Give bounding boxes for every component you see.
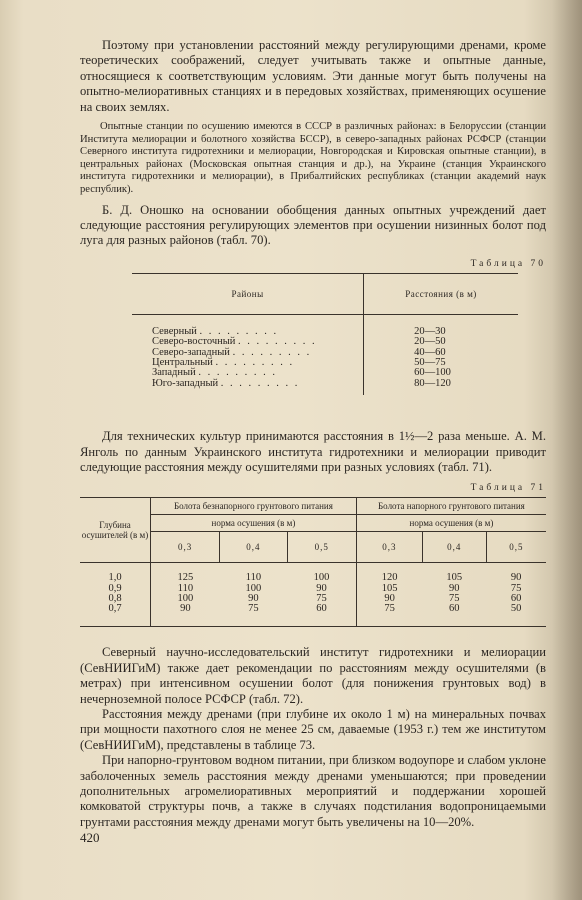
page-edge-shadow [552,0,582,900]
distance-value: 90 [151,604,220,627]
distance-value: 100 [313,572,330,584]
distance-value: 90 [248,592,259,604]
norm-value: 0,4 [422,532,486,563]
distance-value: 60 [287,604,356,627]
table-71-header-values [80,532,546,563]
table-70 [132,273,518,395]
region-name: Центральный [152,357,213,369]
depth-value: 1,0 [80,563,151,584]
footnote-stations: Опытные станции по осушению имеются в СССР в различных районах: в Белоруссии (станции Института мелиорации и болотного хозяйства БССР), в северо-западных районах РСФСР (станции Северного института гидротехники и мелиорации, Новгородская и Кировская опытные станции), в центральных районах (Московская опытная станция и др.), на Украине (станция Украинского института гидротехники и мелиорации), в Прибалтийских республиках (станции академий наук республик). [80,121,546,195]
table-row [132,379,518,395]
norm-value: 0,5 [486,532,546,563]
table-71-col-depth: Глубина осушителей (в м) [80,498,151,563]
leader-dots: . . . . . . . . . [232,346,312,358]
paragraph-3: Для технических культур принимаются расстояния в 1½—2 раза меньше. А. М. Янголь по данным Украинского института гидротехники и мелиорации приводит следующие расстояния между осушителями при разных условиях (табл. 71). [80,429,546,475]
leader-dots: . . . . . . . . . [238,336,317,348]
region-name: Юго-западный [152,377,219,389]
region-name: Северо-восточный [152,336,236,348]
distance-value: 90 [356,594,422,604]
paragraph-5: Расстояния между дренами (при глубине их около 1 м) на минеральных почвах при мощности пахотного слоя не менее 25 см, даваемые (1953 г.) тем же институтом (СевНИИГиМ), представлены в таблице 73. [80,706,546,752]
norm-value: 0,3 [151,532,220,563]
distance-value: 120 [356,563,422,584]
paragraph-1: Поэтому при установлении расстояний между регулирующими дренами, кроме теоретических соображений, следует учитывать также и опытные данные, относящиеся к соответствующим условиям. Эти данные могут быть получены на опытно-мелиоративных станциях и в передовых хозяйствах, применяющих осушение на своих землях. [80,38,546,114]
table-71-header-norm [80,515,546,532]
table-71 [80,497,546,627]
distance-value: 75 [510,582,522,594]
table-70-header [132,273,518,314]
norm-label: норма осушения (в м) [356,515,546,532]
distance-value: 110 [177,582,194,594]
table-70-col-regions: Районы [132,273,364,314]
norm-value: 0,5 [287,532,356,563]
distance-value: 125 [177,572,194,584]
table-71-group-free: Болота безнапорного грунтового питания [151,498,357,515]
distance-range: 20—30 [414,325,446,337]
table-row [80,604,546,627]
leader-dots: . . . . . . . . . [198,367,277,379]
leader-dots: . . . . . . . . . [215,357,295,369]
distance-value: 110 [245,572,262,584]
page-number: 420 [80,830,100,845]
distance-value: 75 [220,604,287,627]
table-71-header-groups [80,498,546,515]
paragraph-4: Северный научно-исследовательский институт гидротехники и мелиорации (СевНИИГиМ) также дает рекомендации по расстояниям между осушителями (в метрах) при интенсивном осушении болот (для понижения грунтовых вод) в нечерноземной полосе РСФСР (табл. 72). [80,645,546,706]
distance-value: 50 [486,604,546,627]
distance-value: 75 [316,592,327,604]
depth-value: 0,7 [80,604,151,627]
table-71-caption: Таблица 71 [470,483,546,494]
region-name: Северо-западный [152,346,230,358]
table-row [80,563,546,584]
distance-value: 105 [356,584,422,594]
distance-value: 60 [422,604,486,627]
distance-value: 100 [245,582,262,594]
distance-range: 20—50 [414,336,446,348]
norm-value: 0,3 [356,532,422,563]
depth-value: 0,9 [80,584,151,594]
table-row [80,594,546,604]
leader-dots: . . . . . . . . . [220,377,300,389]
distance-value: 105 [446,572,463,584]
norm-label: норма осушения (в м) [151,515,357,532]
distance-value: 90 [510,572,522,584]
paragraph-2: Б. Д. Оношко на основании обобщения данных опытных учреждений дает следующие расстояния регулирующих элементов при осушении низинных болот под луга для разных районов (табл. 70). [80,202,546,248]
table-row [132,314,518,337]
distance-range: 60—100 [414,367,451,379]
page-content [80,38,546,830]
table-71-group-pressure: Болота напорного грунтового питания [356,498,546,515]
distance-range: 40—60 [414,346,446,358]
distance-range: 80—120 [414,377,451,389]
region-name: Северный [152,325,197,337]
distance-value: 90 [448,582,460,594]
table-70-caption: Таблица 70 [470,258,546,269]
distance-value: 90 [316,582,327,594]
region-name: Западный [152,367,196,379]
paragraph-6: При напорно-грунтовом водном питании, при близком водоупоре и слабом уклоне заболоченных земель расстояния между дренами уменьшаются; при проведении дополнительных агромелиоративных мероприятий и поддержании хорошей комковатой структуры почв, а также в случаях подстилания водопроницаемыми грунтами расстояния между дренами могут быть увеличены на 10—20%. [80,753,546,829]
table-70-col-distances: Расстояния (в м) [364,273,518,314]
distance-range: 50—75 [414,357,446,369]
distance-value: 75 [356,604,422,627]
distance-value: 60 [510,592,522,604]
distance-value: 100 [177,592,194,604]
norm-value: 0,4 [220,532,287,563]
leader-dots: . . . . . . . . . [199,325,279,337]
distance-value: 75 [448,592,460,604]
depth-value: 0,8 [80,594,151,604]
table-row [80,584,546,594]
